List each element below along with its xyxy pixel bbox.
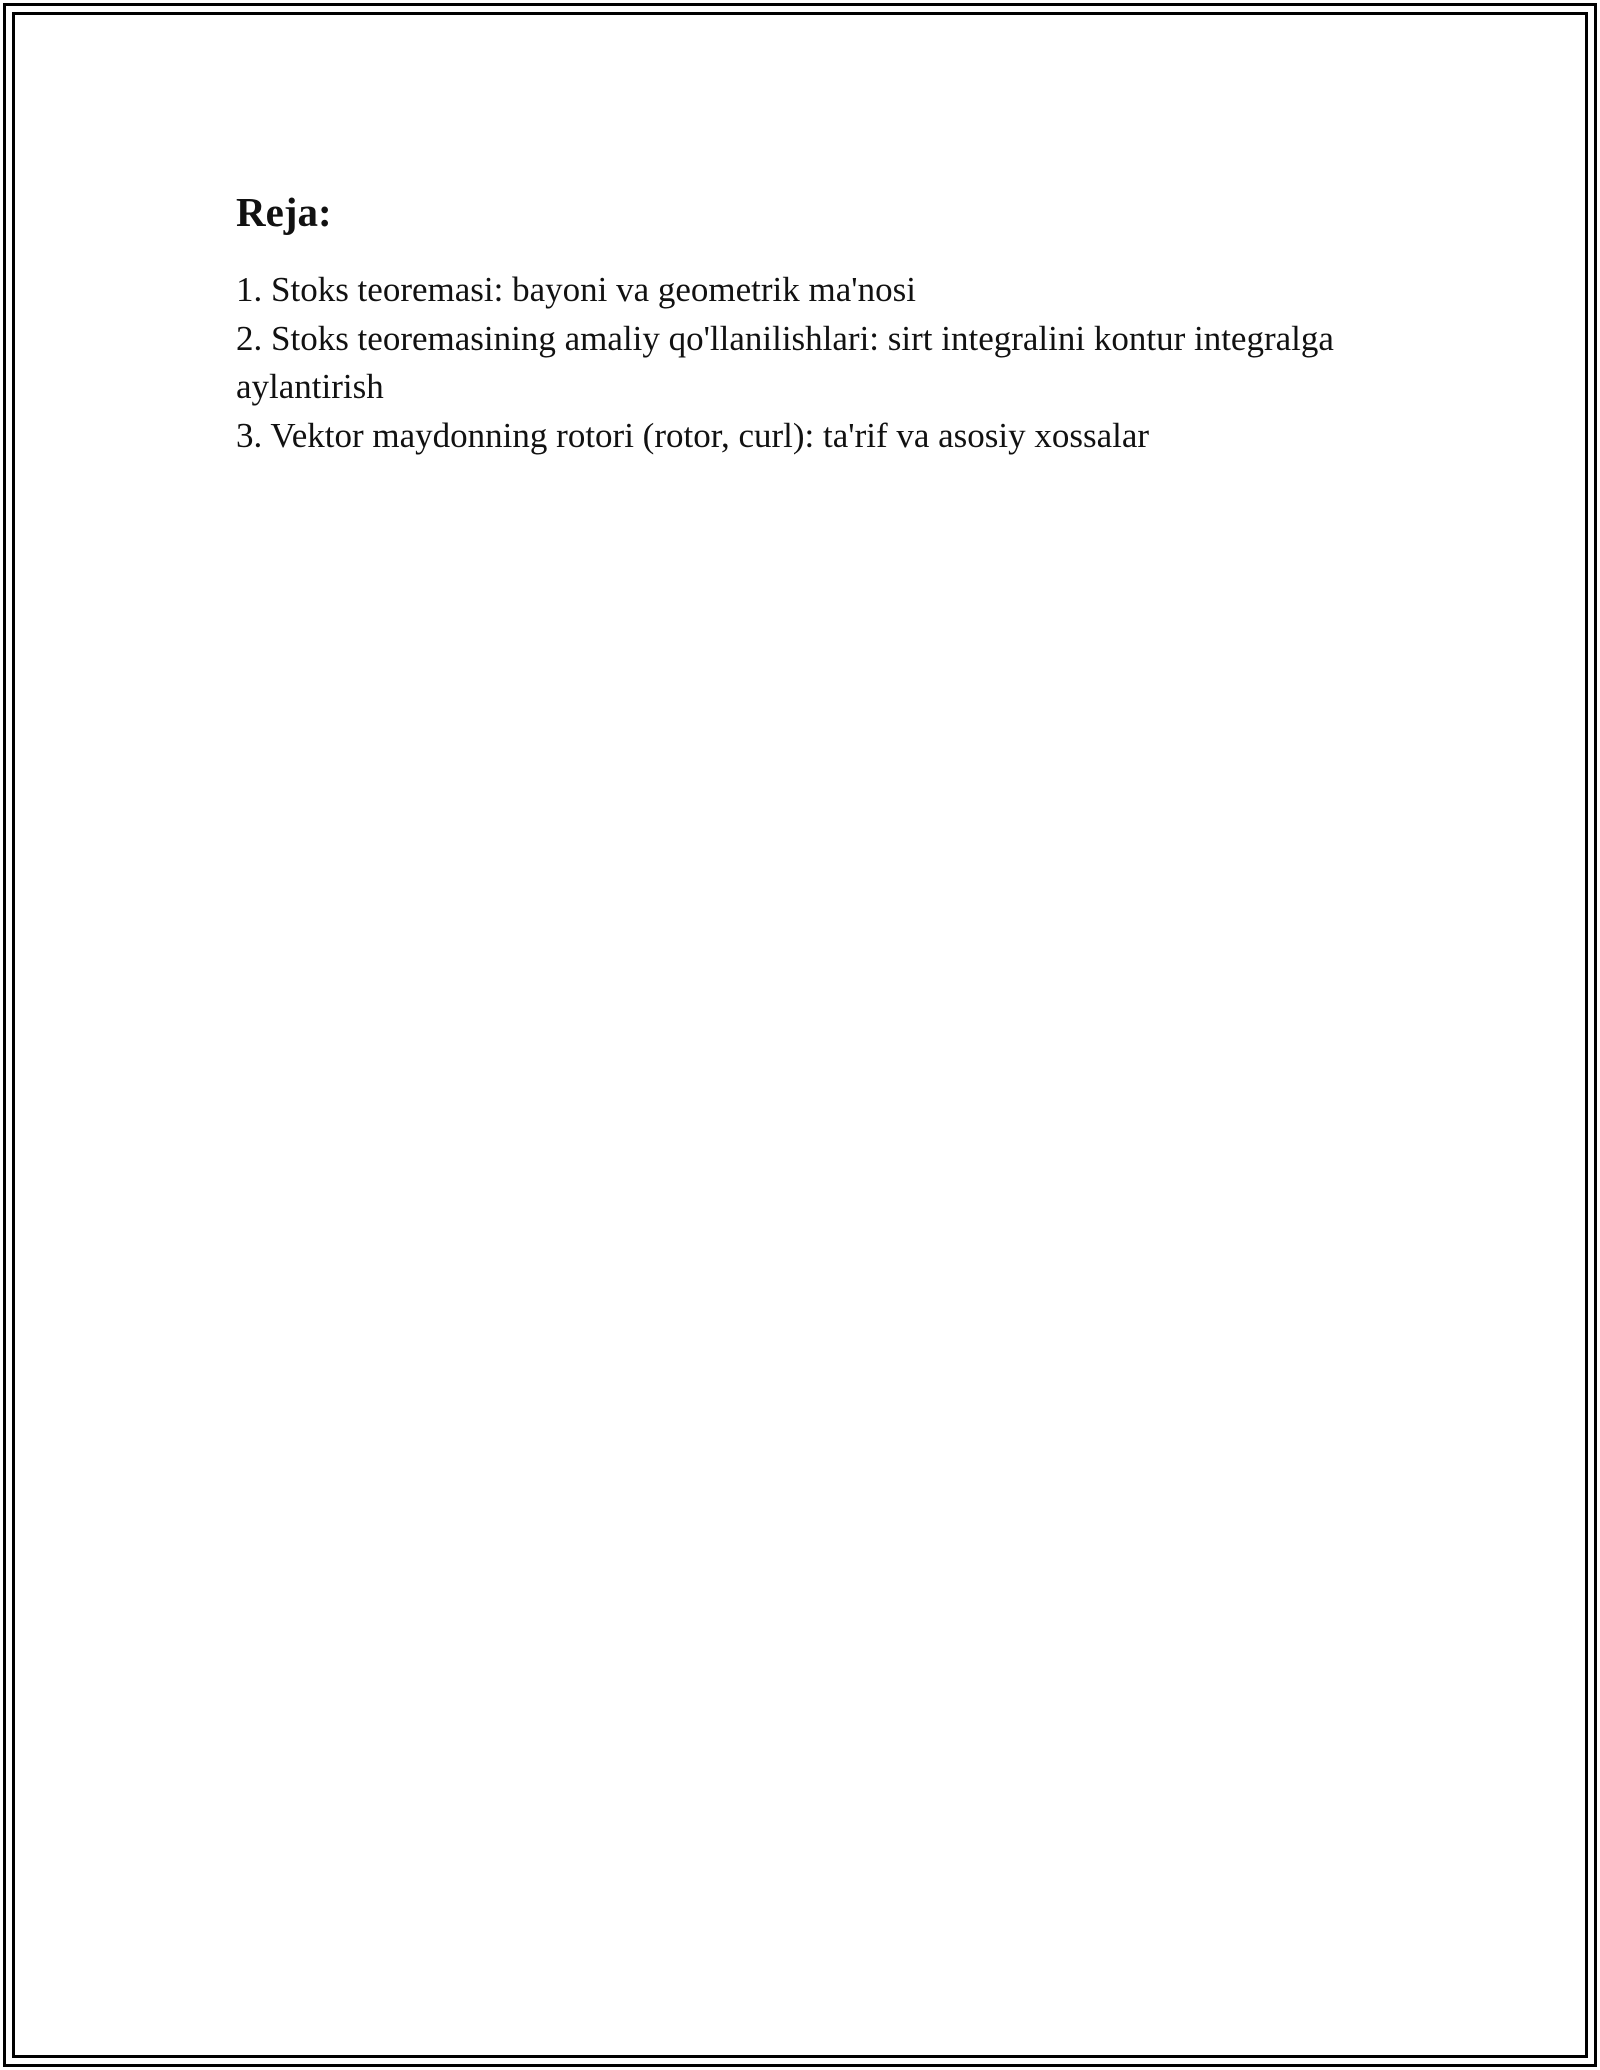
plan-heading: Reja: — [236, 189, 332, 235]
plan-list — [236, 266, 1356, 460]
plan-item-3: 3. Vektor maydonning rotori (rotor, curl): ta'rif va asosiy xossalar — [236, 415, 1150, 455]
plan-item-1: 1. Stoks teoremasi: bayoni va geometrik ma'nosi — [236, 270, 916, 309]
plan-item-2: 2. Stoks teoremasining amaliy qo'llanilishlari: sirt integralini kontur integralga aylantirish — [236, 318, 1334, 406]
page-content — [236, 186, 1356, 460]
